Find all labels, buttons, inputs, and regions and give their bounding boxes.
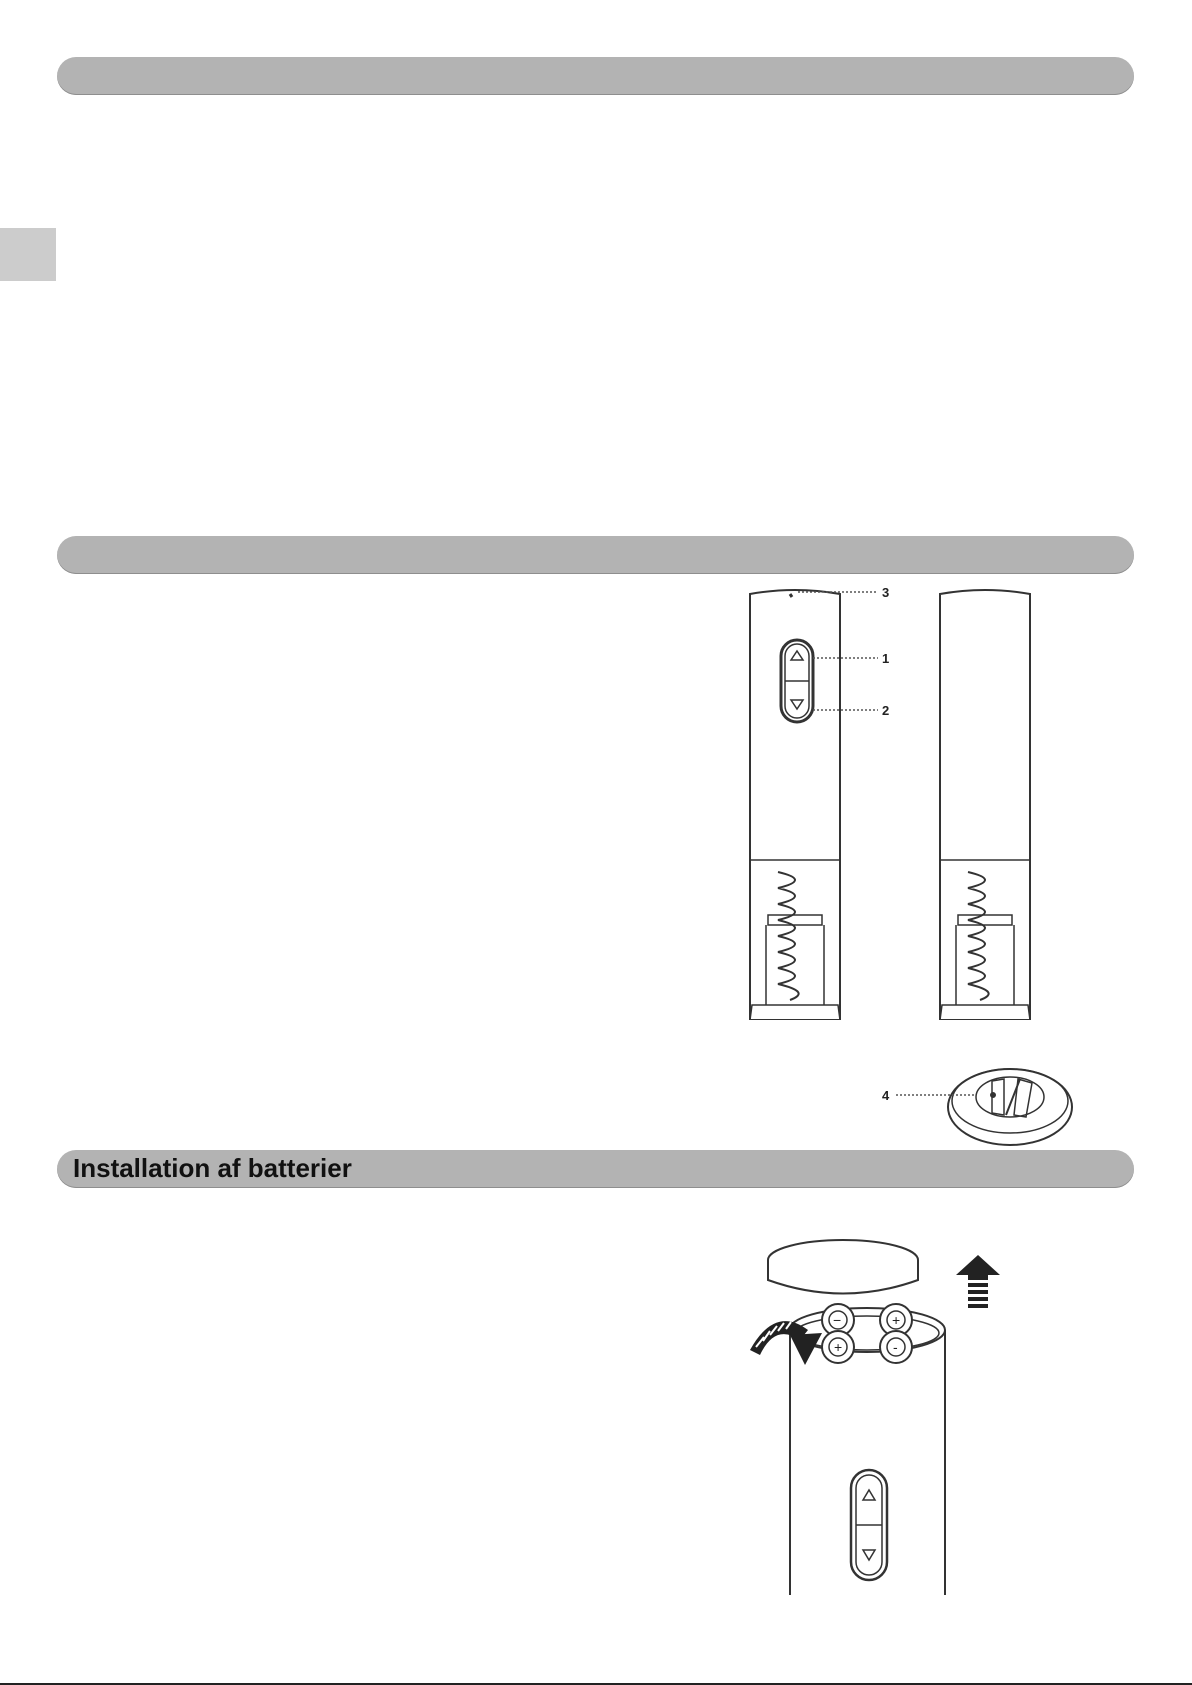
callout-1: 1 bbox=[882, 651, 890, 666]
corkscrew-back-view bbox=[940, 590, 1030, 1020]
callout-2: 2 bbox=[882, 703, 890, 718]
battery-sign-4: - bbox=[893, 1339, 898, 1355]
language-tab bbox=[0, 228, 56, 281]
section-header-bar-2 bbox=[57, 536, 1134, 574]
callout-3: 3 bbox=[882, 585, 890, 600]
foil-cutter-illustration bbox=[880, 1055, 1080, 1147]
corkscrew-front-view bbox=[750, 590, 840, 1020]
battery-sign-1: − bbox=[833, 1312, 842, 1328]
callout-4: 4 bbox=[882, 1088, 890, 1103]
battery-installation-illustration bbox=[730, 1225, 1030, 1595]
section-header-bar-1 bbox=[57, 57, 1134, 95]
corkscrew-parts-illustration bbox=[740, 580, 1060, 1020]
battery-sign-2: + bbox=[892, 1312, 901, 1328]
battery-sign-3: + bbox=[834, 1339, 843, 1355]
section-title-3: Installation af batterier bbox=[73, 1153, 352, 1183]
lift-arrow-icon bbox=[956, 1255, 1000, 1308]
section-header-bar-3 bbox=[57, 1150, 1134, 1188]
